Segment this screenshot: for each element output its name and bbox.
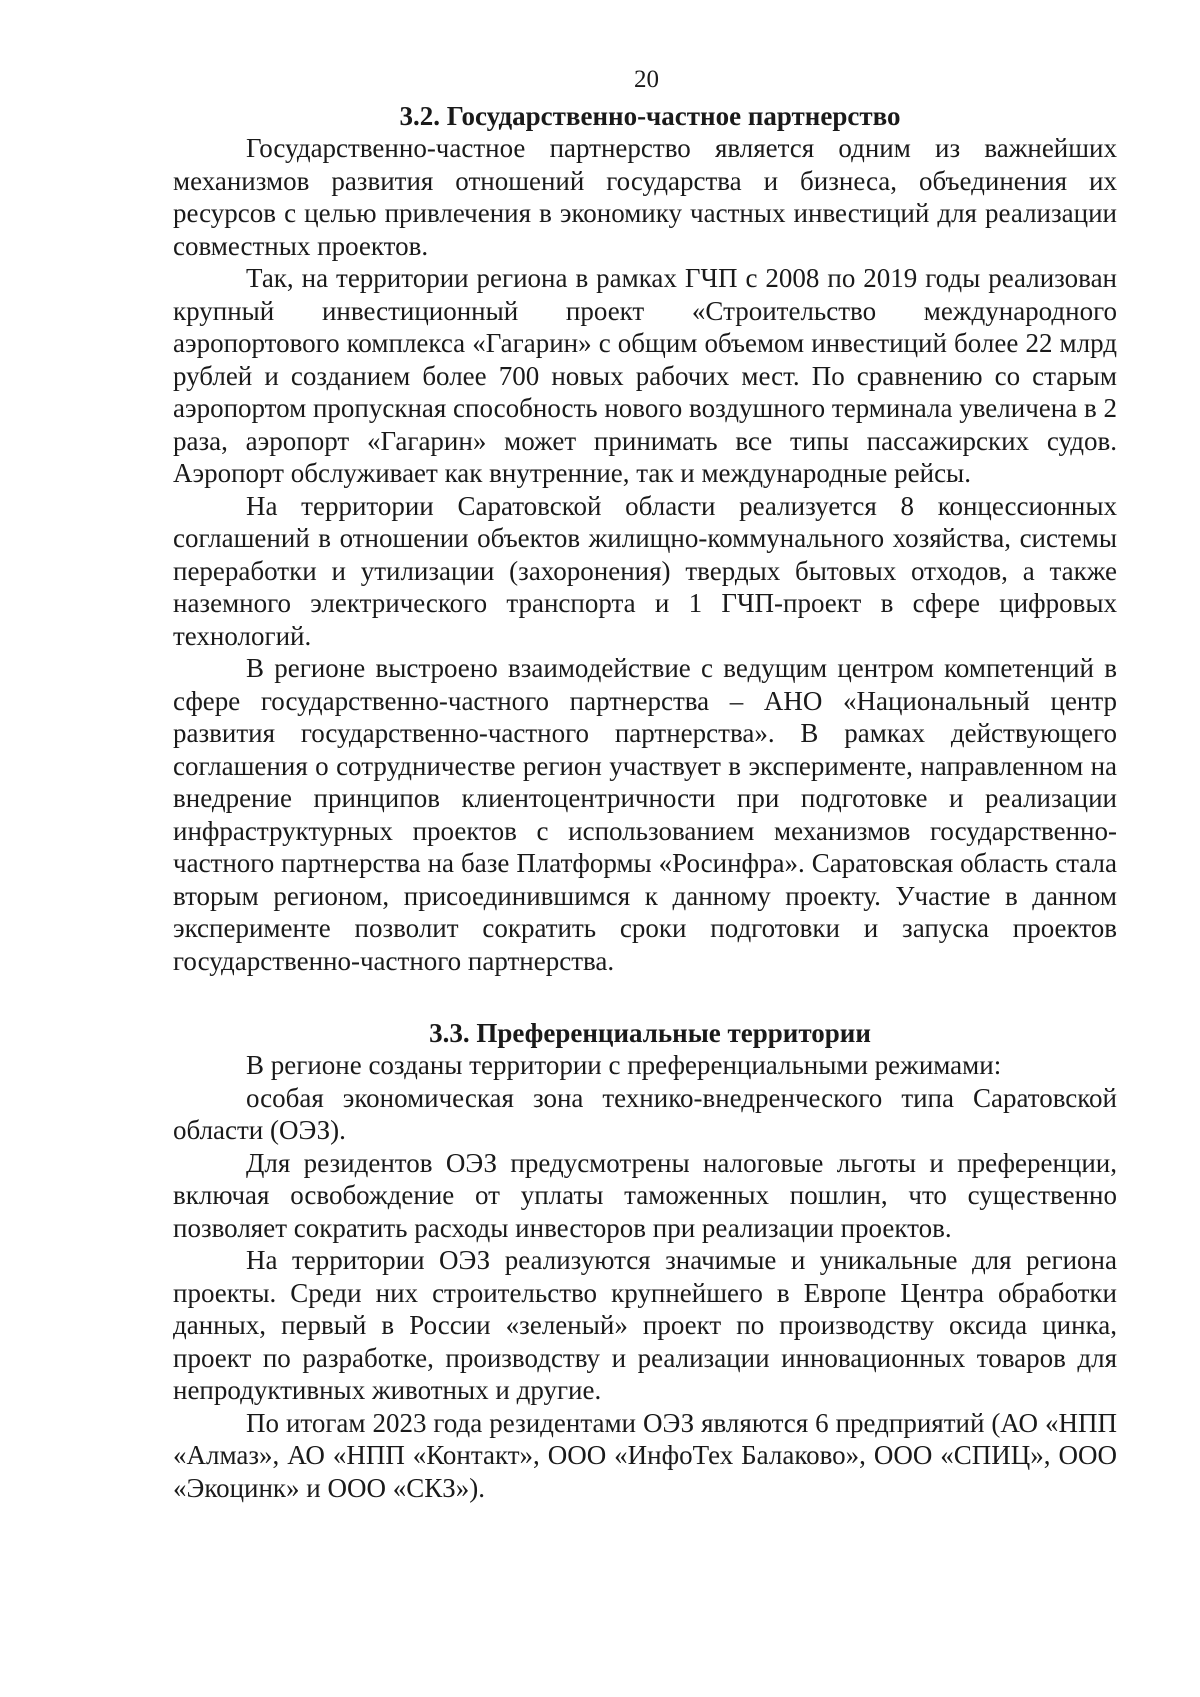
paragraph: особая экономическая зона технико-внедренческого типа Саратовской области (ОЭЗ). — [173, 1082, 1117, 1145]
document-page — [173, 60, 1117, 1504]
paragraph: Так, на территории региона в рамках ГЧП с 2008 по 2019 годы реализован крупный инвестиционный проект «Строительство международного аэропортового комплекса «Гагарин» с общим объемом инвестиций более 22 млрд рублей и созданием более 700 новых рабочих мест. По сравнению со старым аэропортом пропускная способность нового воздушного терминала увеличена в 2 раза, аэропорт «Гагарин» может принимать все типы пассажирских судов. Аэропорт обслуживает как внутренние, так и международные рейсы. — [173, 263, 1117, 488]
paragraph: Государственно-частное партнерство является одним из важнейших механизмов развития отношений государства и бизнеса, объединения их ресурсов с целью привлечения в экономику частных инвестиций для реализации совместных проектов. — [173, 133, 1117, 261]
paragraph: Для резидентов ОЭЗ предусмотрены налоговые льготы и преференции, включая освобождение от уплаты таможенных пошлин, что существенно позволяет сократить расходы инвесторов при реализации проектов. — [173, 1147, 1117, 1243]
section-title-preferential-territories: 3.3. Преференциальные территории — [429, 1018, 871, 1048]
paragraph: В регионе созданы территории с преференциальными режимами: — [246, 1050, 1002, 1080]
paragraph: В регионе выстроено взаимодействие с ведущим центром компетенций в сфере государственно-частного партнерства – АНО «Национальный центр развития государственно-частного партнерства». В рамках действующего соглашения о сотрудничестве регион участвует в эксперименте, направленном на внедрение принципов клиентоцентричности при подготовке и реализации инфраструктурных проектов с использованием механизмов государственно-частного партнерства на базе Платформы «Росинфра». Саратовская область стала вторым регионом, присоединившимся к данному проекту. Участие в данном эксперименте позволит сократить сроки подготовки и запуска проектов государственно-частного партнерства. — [173, 653, 1117, 976]
paragraph: На территории ОЭЗ реализуются значимые и уникальные для региона проекты. Среди них строительство крупнейшего в Европе Центра обработки данных, первый в России «зеленый» проект по производству оксида цинка, проект по разработке, производству и реализации инновационных товаров для непродуктивных животных и другие. — [173, 1245, 1117, 1405]
paragraph: На территории Саратовской области реализуется 8 концессионных соглашений в отношении объектов жилищно-коммунального хозяйства, системы переработки и утилизации (захоронения) твердых бытовых отходов, а также наземного электрического транспорта и 1 ГЧП-проект в сфере цифровых технологий. — [173, 490, 1117, 651]
page-number: 20 — [634, 66, 659, 93]
section-title-ppp: 3.2. Государственно-частное партнерство — [399, 101, 901, 131]
paragraph: По итогам 2023 года резидентами ОЭЗ являются 6 предприятий (АО «НПП «Алмаз», АО «НПП «Контакт», ООО «ИнфоТех Балаково», ООО «СПИЦ», ООО «Экоцинк» и ООО «СКЗ»). — [173, 1407, 1117, 1503]
